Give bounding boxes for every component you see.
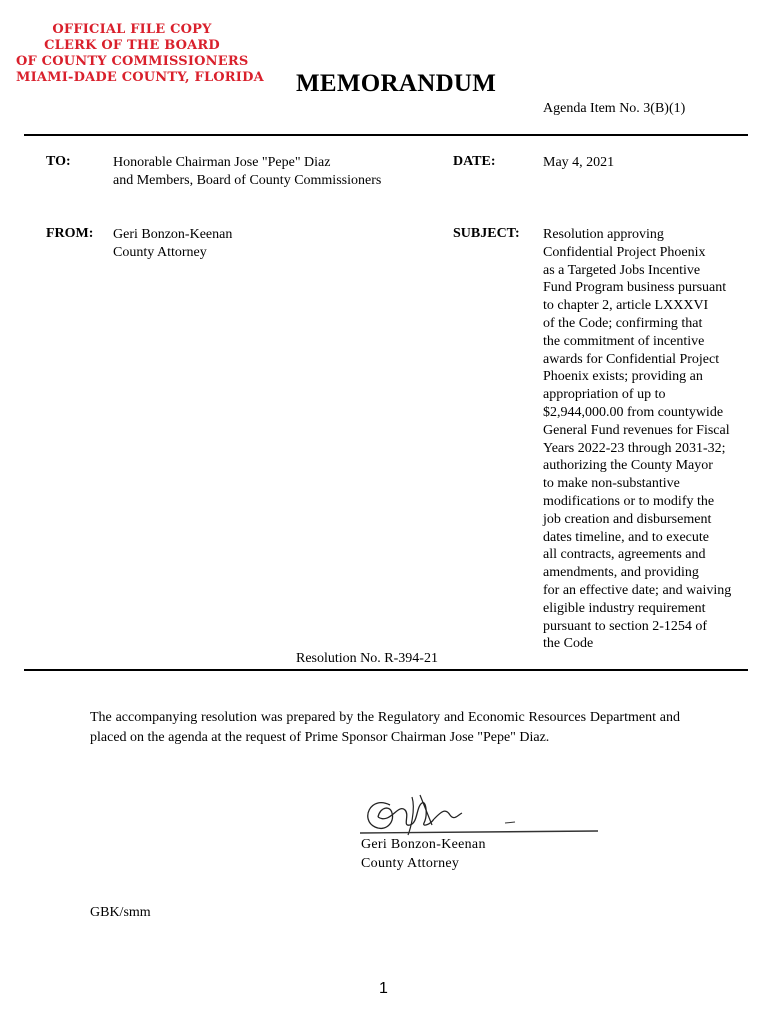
subject-line: all contracts, agreements and [543, 547, 706, 563]
subject-line: $2,944,000.00 from countywide [543, 404, 724, 420]
to-line: and Members, Board of County Commissioners [113, 173, 382, 188]
memo-title: MEMORANDUM [296, 70, 497, 97]
subject-line: of the Code; confirming that [543, 315, 703, 331]
subject-line: job creation and disbursement [543, 511, 712, 527]
subject-line: modifications or to modify the [543, 493, 715, 509]
page-number: 1 [379, 980, 388, 997]
signatory-name: Geri Bonzon-Keenan [361, 837, 486, 852]
subject-line: the Code [543, 636, 594, 652]
subject-line: amendments, and providing [543, 565, 699, 581]
memo-body: The accompanying resolution was prepared by the Regulatory and Economic Resources Department and placed on the agenda at the request of Prime Sponsor Chairman Jose "Pepe" Diaz. [90, 710, 680, 745]
subject-line: appropriation of up to [543, 387, 666, 403]
stamp-line: MIAMI-DADE COUNTY, FLORIDA [16, 70, 264, 85]
agenda-item-number: Agenda Item No. 3(B)(1) [543, 101, 686, 116]
subject-line: Resolution approving [543, 227, 664, 242]
subject-line: dates timeline, and to execute [543, 529, 709, 545]
subject-line: pursuant to section 2-1254 of [543, 618, 708, 634]
from-line: County Attorney [113, 245, 207, 260]
subject-line: to make non-substantive [543, 476, 680, 492]
top-divider [24, 134, 748, 136]
date-label: DATE: [453, 154, 496, 169]
bottom-divider [24, 669, 748, 671]
resolution-number: Resolution No. R-394-21 [296, 651, 438, 666]
subject-line: Fund Program business pursuant [543, 280, 727, 296]
official-file-copy-stamp [16, 22, 264, 86]
subject-text [543, 226, 748, 653]
from-line: Geri Bonzon-Keenan [113, 227, 233, 242]
from-sender [113, 226, 232, 262]
subject-line: for an effective date; and waiving [543, 582, 732, 598]
subject-line: awards for Confidential Project [543, 351, 720, 367]
to-label: TO: [46, 154, 71, 169]
signature-block [361, 835, 486, 873]
to-line: Honorable Chairman Jose "Pepe" Diaz [113, 155, 331, 170]
date-value: May 4, 2021 [543, 155, 615, 170]
stamp-line: OFFICIAL FILE COPY [52, 22, 212, 37]
subject-line: Confidential Project Phoenix [543, 244, 706, 260]
subject-line: General Fund revenues for Fiscal [543, 422, 730, 438]
to-recipient [113, 154, 381, 190]
subject-line: Phoenix exists; providing an [543, 369, 703, 385]
from-label: FROM: [46, 226, 94, 241]
subject-line: to chapter 2, article LXXXVI [543, 298, 709, 314]
subject-line: eligible industry requirement [543, 600, 706, 616]
subject-line: the commitment of incentive [543, 333, 705, 349]
subject-line: as a Targeted Jobs Incentive [543, 262, 701, 278]
subject-line: Years 2022-23 through 2031-32; [543, 440, 726, 456]
signatory-title: County Attorney [361, 856, 460, 871]
stamp-line: CLERK OF THE BOARD [44, 38, 220, 53]
stamp-line: OF COUNTY COMMISSIONERS [16, 54, 249, 69]
subject-line: authorizing the County Mayor [543, 458, 713, 474]
subject-label: SUBJECT: [453, 226, 520, 241]
typist-initials: GBK/smm [90, 905, 151, 920]
